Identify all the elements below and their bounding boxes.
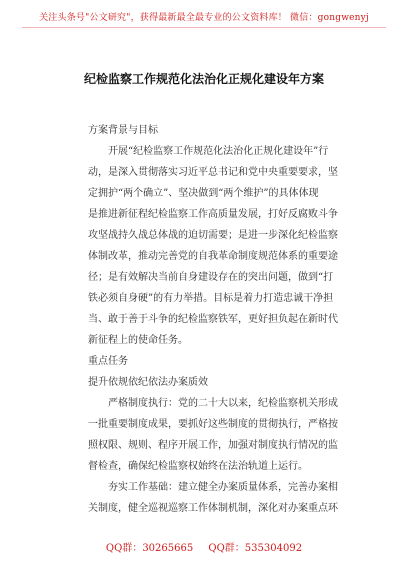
paragraph-line: 攻坚战持久战总体战的迫切需要；是进一步深化纪检监察 <box>88 230 338 241</box>
paragraph-line: 铁必须自身硬”的有力举措。目标是着力打造忠诚干净担 <box>88 293 334 304</box>
paragraph-line: 定拥护“两个确立”、坚决做到“两个维护”的具体体现 <box>88 188 319 199</box>
paragraph-line: 照权限、规则、程序开展工作，加强对制度执行情况的监 <box>88 440 338 451</box>
footer-contact <box>0 539 408 554</box>
document-title: 纪检监察工作规范化法治化正规化建设年方案 <box>83 72 324 86</box>
paragraph-line: 当、敢于善于斗争的纪检监察铁军，更好担负起在新时代 <box>88 314 338 325</box>
paragraph-line: 督检查，确保纪检监察权始终在法治轨道上运行。 <box>88 461 308 472</box>
section-heading-key-tasks <box>88 351 358 372</box>
paragraph-line: 新征程上的使命任务。 <box>88 335 188 346</box>
footer-qq-group-1: QQ群：30265665 <box>105 543 194 554</box>
paragraph-system-execution <box>88 393 358 477</box>
paragraph-line: 严格制度执行：党的二十大以来，纪检监察机关形成 <box>108 398 338 409</box>
subsection-heading-case-quality <box>88 372 358 393</box>
header-divider <box>22 27 386 28</box>
paragraph-line: 一批重要制度成果，要抓好这些制度的贯彻执行，严格按 <box>88 419 338 430</box>
paragraph-line: 关制度，健全巡视巡察工作体制机制，深化对办案重点环 <box>88 503 338 514</box>
paragraph-line: 动，是深入贯彻落实习近平总书记和党中央重要要求，坚 <box>88 167 338 178</box>
paragraph-line: 开展“纪检监察工作规范化法治化正规化建设年”行 <box>108 146 329 157</box>
section-heading-background <box>88 120 358 141</box>
paragraph-line: 体制改革，推动完善党的自我革命制度规范体系的重要途 <box>88 251 338 262</box>
document-body <box>88 120 358 519</box>
section-heading-text: 重点任务 <box>88 356 128 367</box>
header-banner: 关注头条号"公文研究"，获得最新最全最专业的公文资料库！ 微信：gongwenyj <box>39 13 369 23</box>
paragraph-line: 是推进新征程纪检监察工作高质量发展，打好反腐败斗争 <box>88 209 338 220</box>
paragraph-work-foundation <box>88 477 358 519</box>
footer-qq-group-2: QQ群：535304092 <box>208 543 303 554</box>
subsection-heading-text: 提升依规依纪依法办案质效 <box>88 377 208 388</box>
section-heading-text: 方案背景与目标 <box>88 125 158 136</box>
paragraph-line: 夯实工作基础：建立健全办案质量体系，完善办案相 <box>108 482 338 493</box>
paragraph-background <box>88 141 358 351</box>
paragraph-line: 径；是有效解决当前自身建设存在的突出问题，做到“打 <box>88 272 334 283</box>
